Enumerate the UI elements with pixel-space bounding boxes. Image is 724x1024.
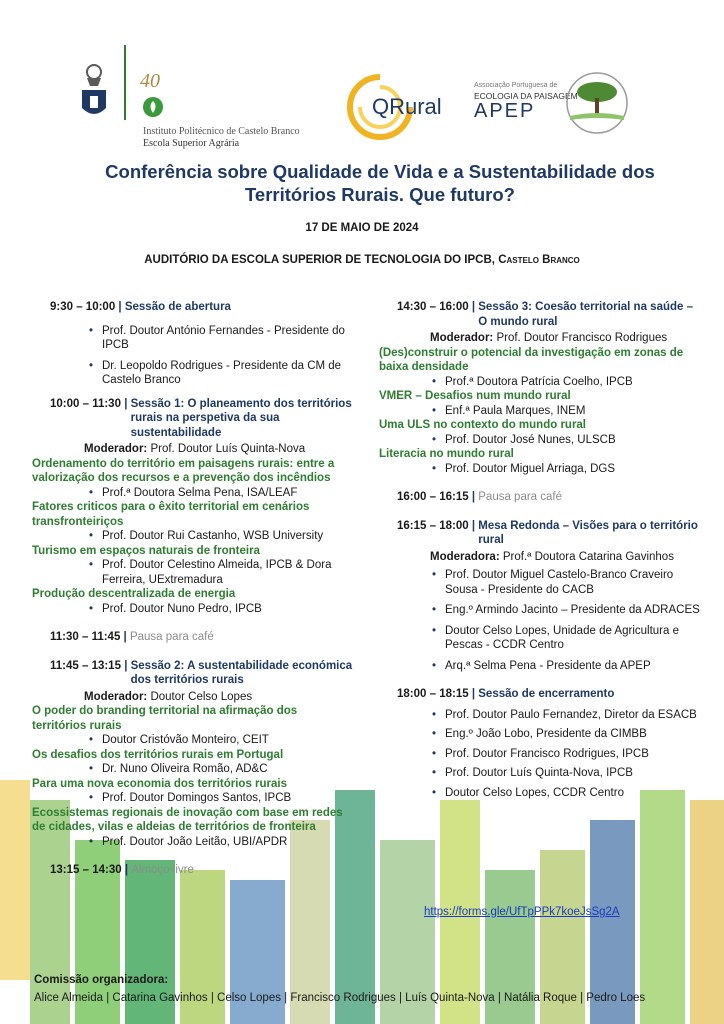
session-time: 11:30 – 11:45: [50, 631, 121, 643]
talk-topic: Os desafios dos territórios rurais em Portugal: [32, 748, 284, 761]
talk-speakers: [86, 835, 354, 850]
talk-speakers: [429, 462, 701, 477]
ipcb-name: [143, 126, 300, 150]
session-time: 16:15 – 18:00: [397, 519, 469, 532]
list-item: • Dr. Nuno Oliveira Romão, AD&C: [86, 762, 354, 777]
talk-topic: Literacia no mundo rural: [379, 448, 514, 460]
session-time: 14:30 – 16:00: [397, 301, 469, 313]
talk-speakers: [86, 762, 354, 777]
list-item: • Doutor Celso Lopes, Unidade de Agricultura e Pescas - CCDR Centro: [429, 624, 701, 653]
talk-speakers: [86, 733, 354, 748]
talk-topic: VMER – Desafios num mundo rural: [379, 390, 571, 402]
list-item: • Prof. Doutor Rui Castanho, WSB University: [86, 529, 354, 544]
list-item: • Prof. Doutor Domingos Santos, IPCB: [86, 791, 354, 806]
talk-speakers: [429, 404, 701, 419]
anniversary-number: 40: [140, 70, 160, 92]
round-table-heading: 16:15 – 18:00 | Mesa Redonda – Visões para o território rural: [379, 519, 701, 548]
apep-line2: ECOLOGIA DA PAISAGEM: [474, 91, 578, 101]
list-item: • Prof. Doutor Paulo Fernandez, Diretor da ESACB: [429, 708, 701, 723]
list-item: • Prof. Doutor José Nunes, ULSCB: [429, 433, 701, 448]
session-time: 11:45 – 13:15: [50, 659, 121, 672]
talk-topic: Uma ULS no contexto do mundo rural: [379, 419, 587, 431]
talk-speakers: [86, 529, 354, 544]
talk-topic: Produção descentralizada de energia: [32, 588, 236, 600]
talk-topic: Turismo em espaços naturais de fronteira: [32, 544, 260, 557]
apep-logo: [474, 78, 634, 138]
event-date: 17 DE MAIO DE 2024: [305, 222, 419, 234]
program-right-column: [379, 300, 701, 800]
session-3-heading: 14:30 – 16:00 | Sessão 3: Coesão territorial na saúde – O mundo rural: [379, 300, 701, 329]
coffee-break-2: 16:00 – 16:15 | Pausa para café: [397, 491, 563, 503]
opening-speakers-list: [86, 324, 354, 388]
venue-city: Castelo Branco: [498, 254, 580, 266]
session-1-heading: 10:00 – 11:30 | Sessão 1: O planeamento dos territórios rurais na perspetiva da sua sustentabilidade: [32, 397, 354, 441]
list-item: • Prof. Doutor António Fernandes - Presidente do IPCB: [86, 324, 354, 353]
talk-speakers: [86, 558, 354, 587]
talk-speakers: [86, 791, 354, 806]
moderator-name: Prof. Doutor Luís Quinta-Nova: [150, 443, 306, 455]
moderator-name: Prof.ª Doutora Catarina Gavinhos: [502, 550, 674, 563]
talk-speakers: [86, 486, 354, 501]
session-2-heading: 11:45 – 13:15 | Sessão 2: A sustentabilidade económica dos territórios rurais: [50, 659, 353, 686]
session-title: Almoço livre: [131, 864, 194, 876]
session-1-moderator: [32, 442, 354, 457]
list-item: • Eng.º Armindo Jacinto – Presidente da ADRACES: [429, 603, 701, 618]
round-table-speakers: [429, 568, 701, 673]
session-2-moderator: [32, 690, 354, 705]
session-time: 16:00 – 16:15: [397, 491, 469, 503]
session-title: Sessão de encerramento: [478, 688, 615, 700]
session-time: 10:00 – 11:30: [50, 397, 121, 410]
talk-topic: O poder do branding territorial na afirmação dos territórios rurais: [32, 705, 298, 732]
apep-line1: Associação Portuguesa de: [474, 82, 558, 89]
session-title: Pausa para café: [129, 631, 214, 643]
session-title: Sessão 3: Coesão territorial na saúde – O mundo rural: [478, 301, 694, 328]
list-item: • Arq.ª Selma Pena - Presidente da APEP: [429, 659, 701, 674]
header-divider: [124, 45, 126, 120]
session-time: 18:00 – 18:15: [397, 688, 469, 700]
ipcb-crest-icon: [78, 62, 110, 122]
list-item: • Prof. Doutor João Leitão, UBI/APDR: [86, 835, 354, 850]
session-time: 9:30 – 10:00: [50, 301, 116, 313]
list-item: • Doutor Celso Lopes, CCDR Centro: [429, 786, 701, 801]
session-title: Sessão de abertura: [124, 301, 231, 313]
list-item: • Eng.º João Lobo, Presidente da CIMBB: [429, 727, 701, 742]
talk-topic: (Des)construir o potencial da investigação em zonas de baixa densidade: [379, 346, 684, 373]
closing-session-heading: 18:00 – 18:15 | Sessão de encerramento: [397, 688, 615, 700]
committee-names: Alice Almeida | Catarina Gavinhos | Celso Lopes | Francisco Rodrigues | Luís Quinta-Nova | Natália Roque | Pedro Loes: [34, 992, 646, 1004]
moderator-name: Prof. Doutor Francisco Rodrigues: [496, 332, 668, 344]
round-table-moderator: [379, 550, 701, 565]
event-venue: [0, 254, 724, 266]
lunch-break: 13:15 – 14:30 | Almoço livre: [50, 864, 194, 876]
title-line2: Territórios Rurais. Que futuro?: [245, 184, 515, 205]
session-title: Sessão 2: A sustentabilidade económica dos territórios rurais: [130, 659, 353, 686]
esa-leaf-icon: [142, 96, 164, 118]
list-item: • Prof. Doutor Luís Quinta-Nova, IPCB: [429, 766, 701, 781]
registration-link[interactable]: https://forms.gle/UfTpPPk7koeJsSg2A: [424, 906, 620, 918]
session-opening-heading: 9:30 – 10:00 | Sessão de abertura: [50, 301, 231, 313]
venue-main: AUDITÓRIO DA ESCOLA SUPERIOR DE TECNOLOGIA DO IPCB,: [144, 254, 495, 266]
list-item: • Prof. Doutor Francisco Rodrigues, IPCB: [429, 747, 701, 762]
list-item: • Prof.ª Doutora Selma Pena, ISA/LEAF: [86, 486, 354, 501]
ipcb-line1: Instituto Politécnico de Castelo Branco: [143, 126, 300, 137]
apep-acronym: APEP: [474, 100, 536, 122]
closing-speakers: [429, 708, 701, 801]
talk-topic: Ecossistemas regionais de inovação com base em redes de cidades, vilas e aldeias de territórios de fronteira: [32, 806, 343, 833]
talk-speakers: [86, 602, 354, 617]
title-line1: Conferência sobre Qualidade de Vida e a Sustentabilidade dos: [105, 161, 655, 182]
moderator-name: Doutor Celso Lopes: [150, 690, 253, 703]
session-title: Pausa para café: [478, 491, 563, 503]
session-title: Mesa Redonda – Visões para o território rural: [478, 519, 698, 546]
talk-topic: Para uma nova economia dos territórios rurais: [32, 777, 287, 790]
talk-topic: Ordenamento do território em paisagens rurais: entre a valorização dos recursos e a prevenção dos incêndios: [32, 457, 335, 484]
coffee-break-1: 11:30 – 11:45 | Pausa para café: [50, 631, 214, 643]
session-time: 13:15 – 14:30: [50, 864, 122, 876]
list-item: • Prof. Doutor Celestino Almeida, IPCB & Dora Ferreira, UExtremadura: [86, 558, 354, 587]
organizing-committee: [34, 974, 724, 1004]
conference-title: [60, 160, 700, 206]
ipcb-line2: Escola Superior Agrária: [143, 138, 240, 149]
program-left-column: [32, 300, 354, 878]
moderator-label: Moderadora:: [430, 550, 500, 563]
anniversary-logo: [140, 70, 180, 120]
session-3-moderator: [379, 331, 701, 346]
committee-title: Comissão organizadora:: [34, 974, 169, 986]
qrural-logo-text: QRural: [372, 94, 442, 119]
list-item: • Prof.ª Doutora Patrícia Coelho, IPCB: [429, 375, 701, 390]
apep-tree-icon: [562, 70, 632, 136]
moderator-label: Moderador:: [84, 690, 148, 703]
list-item: • Dr. Leopoldo Rodrigues - Presidente da CM de Castelo Branco: [86, 359, 354, 388]
talk-speakers: [429, 433, 701, 448]
list-item: • Doutor Cristóvão Monteiro, CEIT: [86, 733, 354, 748]
moderator-label: Moderador:: [84, 443, 148, 455]
list-item: • Prof. Doutor Nuno Pedro, IPCB: [86, 602, 354, 617]
list-item: • Enf.ª Paula Marques, INEM: [429, 404, 701, 419]
talk-topic: Fatores criticos para o êxito territorial em cenários transfronteiriços: [32, 501, 310, 528]
talk-speakers: [429, 375, 701, 390]
session-title: Sessão 1: O planeamento dos territórios rurais na perspetiva da sua sustentabilidade: [130, 397, 352, 439]
moderator-label: Moderador:: [430, 332, 494, 344]
list-item: • Prof. Doutor Miguel Castelo-Branco Craveiro Sousa - Presidente do CACB: [429, 568, 701, 597]
list-item: • Prof. Doutor Miguel Arriaga, DGS: [429, 462, 701, 477]
